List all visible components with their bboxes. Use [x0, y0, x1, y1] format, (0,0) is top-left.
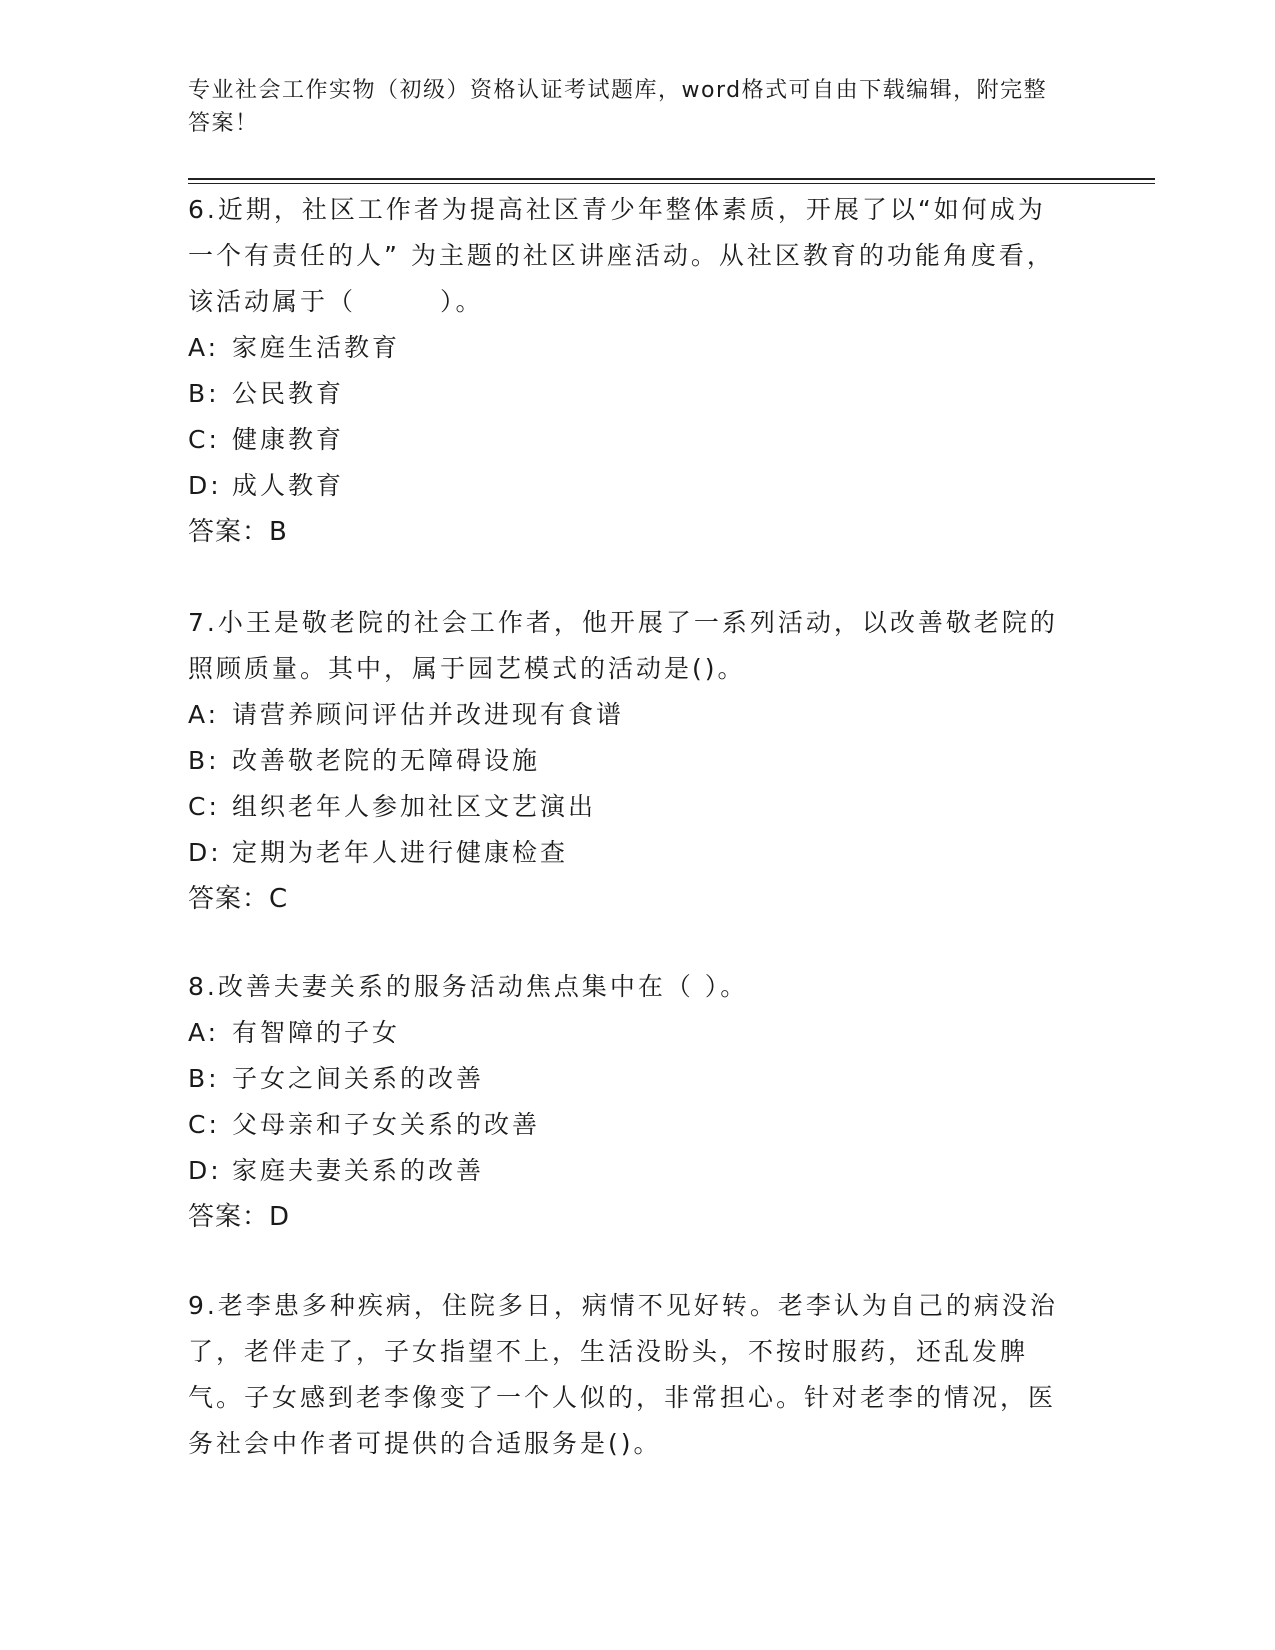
option-c: [188, 417, 1068, 463]
option-text: 有智障的子女: [232, 1018, 401, 1047]
option-text: 改善敬老院的无障碍设施: [232, 746, 541, 775]
option-text: 子女之间关系的改善: [232, 1064, 485, 1093]
option-key: D:: [188, 471, 222, 500]
option-text: 组织老年人参加社区文艺演出: [232, 792, 597, 821]
option-b: [188, 738, 1068, 784]
option-d: [188, 463, 1068, 509]
answer: 答案：D: [188, 1202, 291, 1232]
option-text: 定期为老年人进行健康检查: [232, 838, 569, 867]
question-9: [188, 1283, 1068, 1467]
option-a: [188, 692, 1068, 738]
option-text: 家庭生活教育: [232, 333, 401, 362]
header-divider-thick: [188, 178, 1155, 180]
option-key: D:: [188, 838, 222, 867]
option-a: [188, 325, 1068, 371]
option-b: [188, 371, 1068, 417]
option-text: 公民教育: [232, 379, 345, 408]
option-key: B:: [188, 379, 220, 408]
question-8: [188, 964, 1068, 1240]
option-key: A:: [188, 1018, 220, 1047]
option-key: D:: [188, 1156, 222, 1185]
option-a: [188, 1010, 1068, 1056]
option-d: [188, 830, 1068, 876]
option-key: B:: [188, 1064, 220, 1093]
answer: 答案：B: [188, 517, 288, 547]
option-key: C:: [188, 1110, 220, 1139]
question-stem: 8.改善夫妻关系的服务活动焦点集中在（ ）。: [188, 972, 749, 1001]
option-text: 家庭夫妻关系的改善: [232, 1156, 485, 1185]
option-key: A:: [188, 700, 220, 729]
option-c: [188, 1102, 1068, 1148]
header-divider-thin: [188, 183, 1155, 184]
option-key: C:: [188, 425, 220, 454]
option-c: [188, 784, 1068, 830]
option-key: C:: [188, 792, 220, 821]
option-text: 请营养顾问评估并改进现有食谱: [232, 700, 625, 729]
question-stem: 7.小王是敬老院的社会工作者，他开展了一系列活动，以改善敬老院的照顾质量。其中，属于园艺模式的活动是()。: [188, 608, 1058, 683]
question-stem: 9.老李患多种疾病，住院多日，病情不见好转。老李认为自己的病没治了，老伴走了，子女指望不上，生活没盼头，不按时服药，还乱发脾气。子女感到老李像变了一个人似的，非常担心。针对老李的情况，医务社会中作者可提供的合适服务是()。: [188, 1291, 1058, 1458]
question-7: [188, 600, 1068, 922]
option-key: A:: [188, 333, 220, 362]
option-text: 成人教育: [232, 471, 345, 500]
option-key: B:: [188, 746, 220, 775]
question-6: [188, 187, 1068, 555]
document-header: 专业社会工作实物（初级）资格认证考试题库，word格式可自由下载编辑，附完整答案！: [188, 78, 1048, 136]
option-text: 健康教育: [232, 425, 345, 454]
answer: 答案：C: [188, 884, 289, 914]
option-b: [188, 1056, 1068, 1102]
option-text: 父母亲和子女关系的改善: [232, 1110, 541, 1139]
question-stem: 6.近期，社区工作者为提高社区青少年整体素质，开展了以“如何成为一个有责任的人” 为主题的社区讲座活动。从社区教育的功能角度看，该活动属于（ ）。: [188, 195, 1055, 316]
option-d: [188, 1148, 1068, 1194]
